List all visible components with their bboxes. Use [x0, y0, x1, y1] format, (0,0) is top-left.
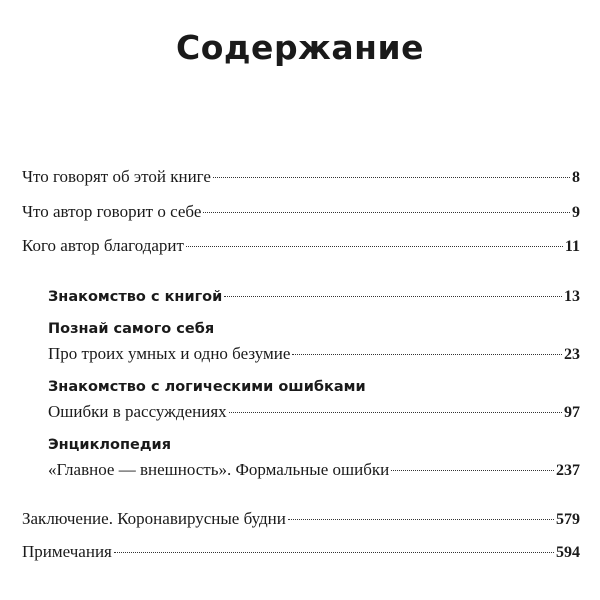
dot-leader [288, 519, 554, 520]
toc-entry-title: Про троих умных и одно безумие [48, 344, 291, 363]
toc-entry-acknowledgements[interactable] [22, 235, 580, 257]
toc-entry-formal-errors[interactable] [48, 459, 580, 481]
toc-entry-title: Что автор говорит о себе [22, 202, 202, 221]
toc-section-heading: Знакомство с логическими ошибками [48, 379, 366, 395]
toc-section-heading: Познай самого себя [48, 321, 215, 337]
toc-entry-notes[interactable] [22, 541, 580, 563]
toc-entry-title: Знакомство с книгой [48, 289, 223, 305]
toc-page-number: 11 [564, 238, 580, 255]
toc-entry-conclusion[interactable] [22, 508, 580, 530]
toc-page-number: 13 [564, 288, 580, 305]
dot-leader [224, 296, 562, 297]
page-title: Содержание [176, 28, 424, 67]
toc-entry-title: Ошибки в рассуждениях [48, 402, 227, 421]
toc-page-number: 8 [572, 169, 580, 186]
toc-page-number: 594 [556, 544, 580, 561]
toc-page-number: 237 [556, 462, 580, 479]
toc-entry-author-about[interactable] [22, 201, 580, 223]
toc-entry-three-smart[interactable] [48, 343, 580, 365]
dot-leader [203, 212, 570, 213]
toc-entry-title: «Главное — внешность». Формальные ошибки [48, 460, 390, 479]
toc-section-heading: Энциклопедия [48, 437, 172, 453]
toc-entry-reasoning-errors[interactable] [48, 401, 580, 423]
toc-entry-title: Заключение. Коронавирусные будни [22, 509, 286, 528]
dot-leader [391, 470, 554, 471]
toc-page-number: 23 [564, 346, 580, 363]
toc-page-number: 579 [556, 511, 580, 528]
toc-entry-intro[interactable] [48, 286, 580, 308]
toc-page-number: 97 [564, 404, 580, 421]
toc-entry-title: Примечания [22, 542, 112, 561]
dot-leader [292, 354, 562, 355]
dot-leader [114, 552, 554, 553]
toc-page-number: 9 [572, 204, 580, 221]
toc-entry-reviews[interactable] [22, 166, 580, 188]
dot-leader [229, 412, 562, 413]
toc-entry-title: Что говорят об этой книге [22, 167, 211, 186]
toc-entry-title: Кого автор благодарит [22, 236, 184, 255]
dot-leader [186, 246, 563, 247]
dot-leader [213, 177, 570, 178]
